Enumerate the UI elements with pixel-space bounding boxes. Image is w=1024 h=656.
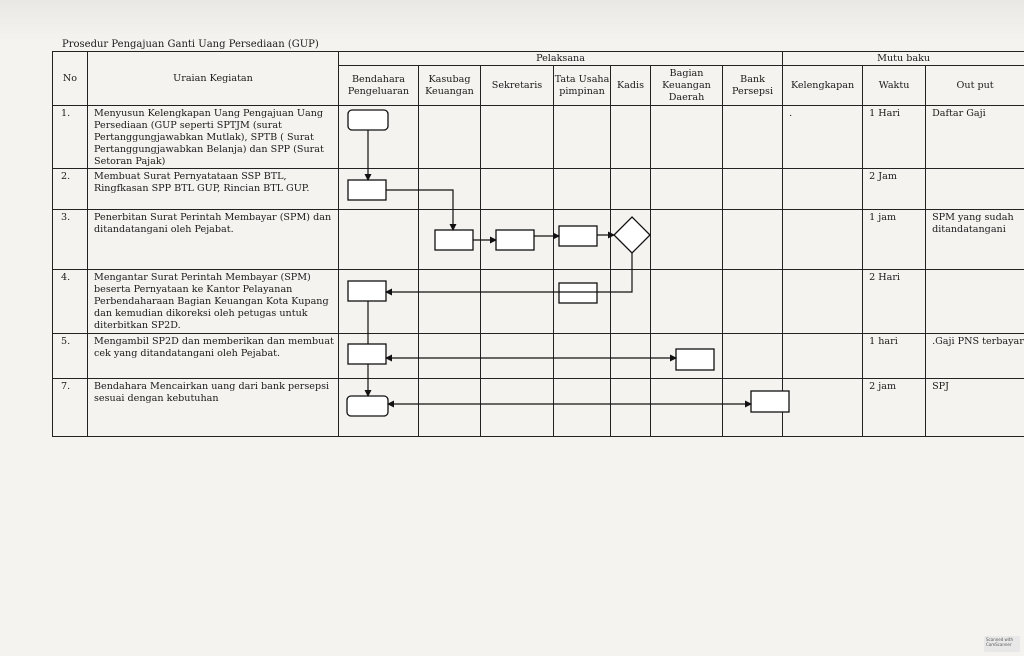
row-no: 7. (53, 379, 88, 437)
header-uraian: Uraian Kegiatan (88, 52, 339, 106)
row-kelengkapan: . (783, 106, 863, 169)
row-output: Daftar Gaji (926, 106, 1024, 169)
row-output (926, 270, 1024, 334)
header-bagian-keuangan: Bagian Keuangan Daerah (651, 66, 723, 106)
row-no: 5. (53, 334, 88, 379)
scanner-watermark: Scanned with CamScanner (984, 636, 1020, 652)
row-waktu: 1 Hari (863, 106, 926, 169)
header-pelaksana: Pelaksana (339, 52, 783, 66)
row-kelengkapan (783, 210, 863, 270)
row-uraian: Penerbitan Surat Perintah Membayar (SPM) dan ditandatangani oleh Pejabat. (88, 210, 339, 270)
row-output: .Gaji PNS terbayar (926, 334, 1024, 379)
table-row (53, 210, 1024, 270)
row-output (926, 169, 1024, 210)
row-waktu: 1 hari (863, 334, 926, 379)
row-uraian: Mengantar Surat Perintah Membayar (SPM) beserta Pernyataan ke Kantor Pelayanan Perbendaharaan Bagian Keuangan Kota Kupang dan kemudian dikoreksi oleh petugas untuk diterbitkan SP2D. (88, 270, 339, 334)
row-kelengkapan (783, 334, 863, 379)
header-kasubag: Kasubag Keuangan (419, 66, 481, 106)
procedure-table (52, 51, 1024, 437)
document-title: Prosedur Pengajuan Ganti Uang Persediaan (GUP) (62, 39, 319, 50)
table-row (53, 334, 1024, 379)
table-row (53, 270, 1024, 334)
row-uraian: Bendahara Mencairkan uang dari bank persepsi sesuai dengan kebutuhan (88, 379, 339, 437)
header-bendahara: Bendahara Pengeluaran (339, 66, 419, 106)
row-output: SPM yang sudah ditandatangani (926, 210, 1024, 270)
header-kelengkapan: Kelengkapan (783, 66, 863, 106)
row-no: 3. (53, 210, 88, 270)
row-no: 1. (53, 106, 88, 169)
header-bank: Bank Persepsi (723, 66, 783, 106)
row-no: 2. (53, 169, 88, 210)
header-sekretaris: Sekretaris (481, 66, 554, 106)
row-kelengkapan (783, 169, 863, 210)
row-waktu: 2 jam (863, 379, 926, 437)
table-row (53, 379, 1024, 437)
header-mutu-baku: Mutu baku (783, 52, 1024, 66)
row-uraian: Menyusun Kelengkapan Uang Pengajuan Uang Persediaan (GUP seperti SPTJM (surat Pertanggungjawabkan Mutlak), SPTB ( Surat Pertanggungjawabkan Belanja) dan SPP (Surat Setoran Pajak) (88, 106, 339, 169)
table-row (53, 169, 1024, 210)
table-row (53, 106, 1024, 169)
row-kelengkapan (783, 379, 863, 437)
row-no: 4. (53, 270, 88, 334)
row-kelengkapan (783, 270, 863, 334)
header-no: No (53, 52, 88, 106)
scan-shadow (0, 0, 1024, 40)
row-waktu: 2 Jam (863, 169, 926, 210)
header-kadis: Kadis (611, 66, 651, 106)
header-waktu: Waktu (863, 66, 926, 106)
header-output: Out put (926, 66, 1024, 106)
row-uraian: Mengambil SP2D dan memberikan dan membuat cek yang ditandatangani oleh Pejabat. (88, 334, 339, 379)
row-waktu: 2 Hari (863, 270, 926, 334)
header-tata-usaha: Tata Usaha pimpinan (554, 66, 611, 106)
row-output: SPJ (926, 379, 1024, 437)
row-uraian: Membuat Surat Pernyatataan SSP BTL, Ringfkasan SPP BTL GUP, Rincian BTL GUP. (88, 169, 339, 210)
row-waktu: 1 jam (863, 210, 926, 270)
